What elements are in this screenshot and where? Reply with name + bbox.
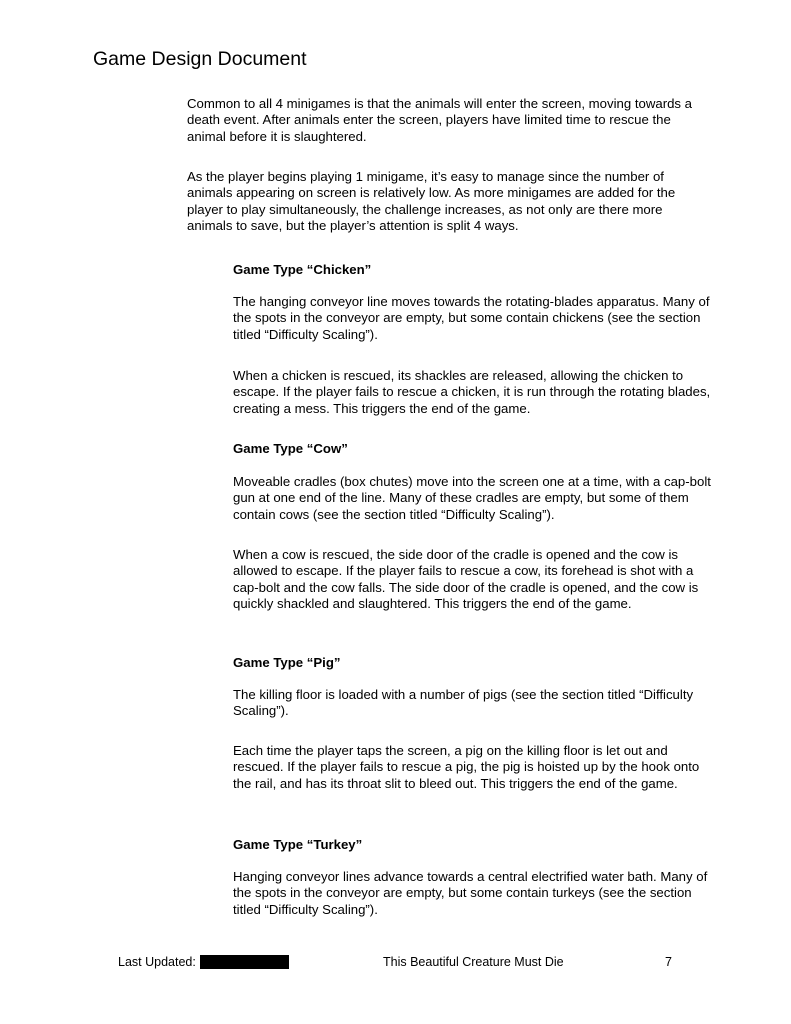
turkey-paragraph-1: Hanging conveyor lines advance towards a central electrified water bath. Many of the spots in the conveyor are empty, but some contain turkeys (see the section titled “Difficulty Scaling”). bbox=[233, 869, 708, 917]
pig-paragraph-2: Each time the player taps the screen, a pig on the killing floor is let out and rescued. If the player fails to rescue a pig, the pig is hoisted up by the hook onto the rail, and has its throat slit to bleed out. This triggers the end of the game. bbox=[233, 743, 700, 791]
footer-page-number: 7 bbox=[665, 955, 672, 969]
document-title: Game Design Document bbox=[93, 48, 307, 70]
footer-document-title: This Beautiful Creature Must Die bbox=[383, 955, 564, 969]
intro-paragraph-1: Common to all 4 minigames is that the animals will enter the screen, moving towards a death event. After animals enter the screen, players have limited time to rescue the animal before it is slaughtered. bbox=[187, 96, 693, 144]
section-heading-chicken: Game Type “Chicken” bbox=[233, 262, 372, 277]
redaction-bar bbox=[200, 955, 289, 969]
footer-last-updated-label: Last Updated: bbox=[118, 955, 196, 969]
chicken-paragraph-1: The hanging conveyor line moves towards the rotating-blades apparatus. Many of the spots in the conveyor are empty, but some contain chickens (see the section titled “Difficulty Scaling”). bbox=[233, 294, 710, 342]
cow-paragraph-1: Moveable cradles (box chutes) move into the screen one at a time, with a cap-bolt gun at one end of the line. Many of these cradles are empty, but some of them contain cows (see the section titled “Difficulty Scaling”). bbox=[233, 474, 711, 522]
section-heading-turkey: Game Type “Turkey” bbox=[233, 837, 363, 852]
cow-paragraph-2: When a cow is rescued, the side door of the cradle is opened and the cow is allowed to escape. If the player fails to rescue a cow, its forehead is shot with a cap-bolt and the cow falls. The side door of the cradle is opened, and the cow is quickly shackled and slaughtered. This triggers the end of the game. bbox=[233, 547, 699, 612]
section-heading-cow: Game Type “Cow” bbox=[233, 441, 348, 456]
section-heading-pig: Game Type “Pig” bbox=[233, 655, 341, 670]
chicken-paragraph-2: When a chicken is rescued, its shackles are released, allowing the chicken to escape. If the player fails to rescue a chicken, it is run through the rotating blades, creating a mess. This triggers the end of the game. bbox=[233, 368, 711, 416]
intro-paragraph-2: As the player begins playing 1 minigame, it’s easy to manage since the number of animals appearing on screen is relatively low. As more minigames are added for the player to play simultaneously, the challenge increases, as not only are there more animals to save, but the player’s attention is split 4 ways. bbox=[187, 169, 676, 234]
footer-last-updated bbox=[118, 954, 289, 970]
pig-paragraph-1: The killing floor is loaded with a number of pigs (see the section titled “Difficulty Scaling”). bbox=[233, 687, 694, 719]
